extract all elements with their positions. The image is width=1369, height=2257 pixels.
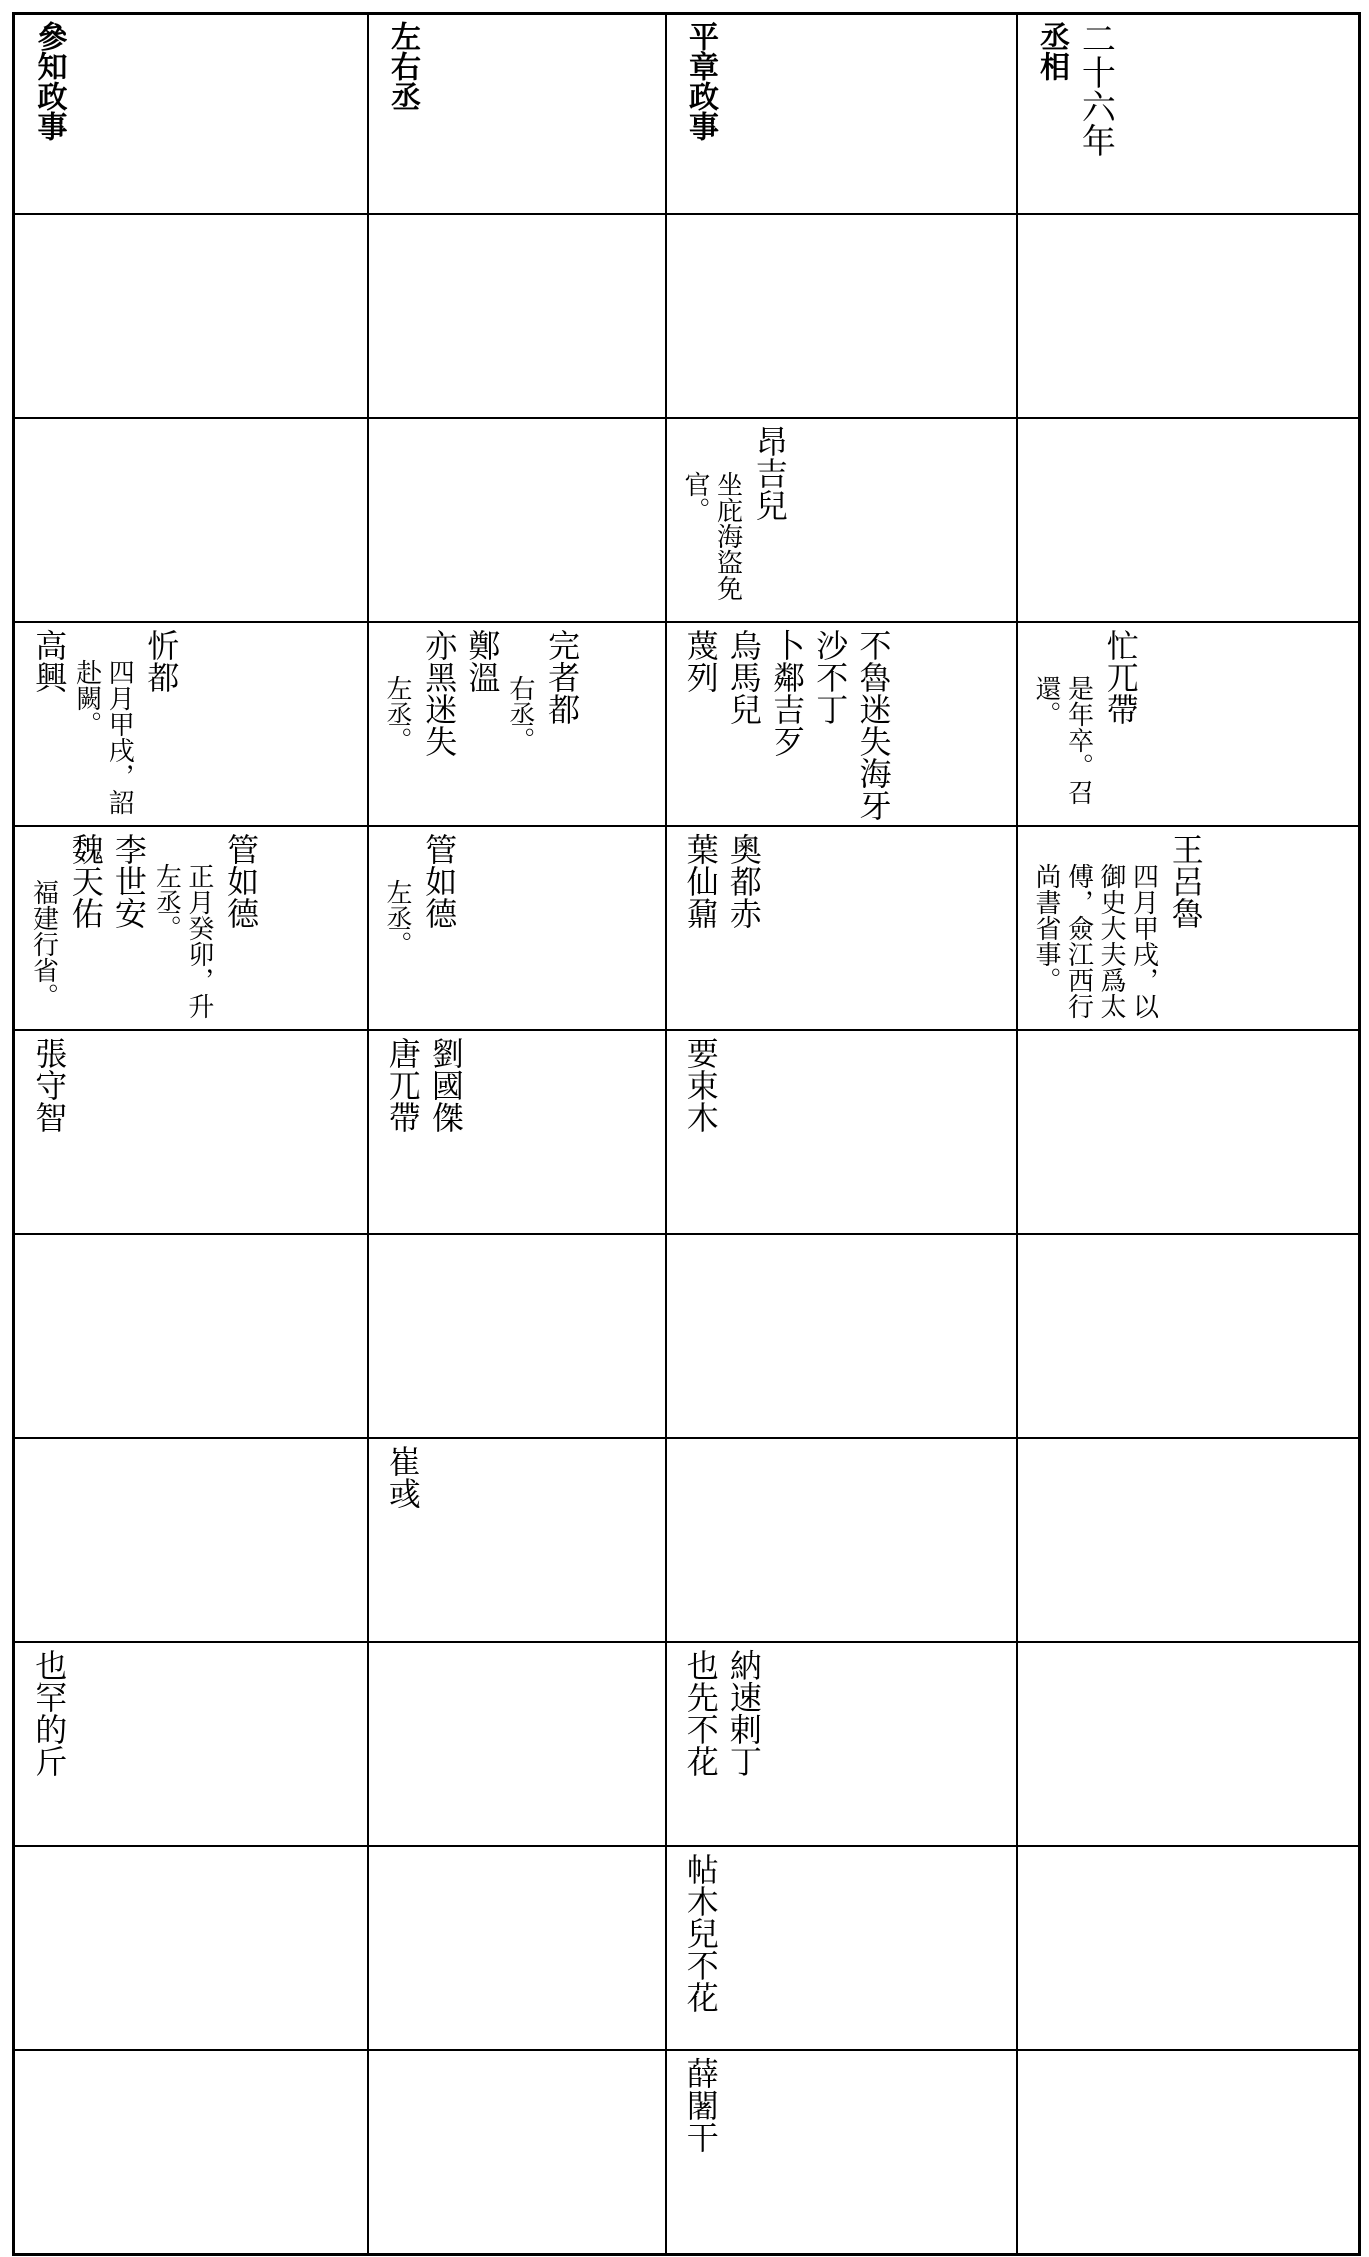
table-row	[14, 418, 1360, 622]
official-note: 左丞。	[382, 675, 412, 753]
official-name: 管如德	[420, 833, 459, 929]
official-name: 納速剌丁	[724, 1649, 763, 1777]
table-cell-canzhi	[14, 622, 368, 826]
table-cell-canzhi	[14, 1642, 368, 1846]
table-cell-canzhi	[14, 2050, 368, 2255]
table-cell-pingzhang	[666, 214, 1017, 418]
table-cell-chancellor	[1017, 826, 1360, 1030]
table-cell-pingzhang	[666, 1438, 1017, 1642]
official-note: 福建行省。	[28, 879, 59, 1009]
table-row	[14, 1846, 1360, 2050]
table-cell-zuoyoucheng	[368, 418, 666, 622]
table-cell-pingzhang	[666, 1030, 1017, 1234]
official-name: 卜鄰吉歹	[768, 629, 807, 757]
table-cell-zuoyoucheng	[368, 622, 666, 826]
table-cell-canzhi	[14, 214, 368, 418]
official-name: 奧都赤	[724, 833, 763, 929]
table-cell-chancellor	[1017, 418, 1360, 622]
official-note: 是年卒。召還。	[1031, 675, 1094, 805]
table-cell-canzhi	[14, 418, 368, 622]
column-header: 丞相	[1034, 21, 1069, 81]
column-header: 參知政事	[31, 21, 67, 141]
table-cell-zuoyoucheng	[368, 2050, 666, 2255]
year-label: 二十六年	[1075, 21, 1116, 157]
table-cell-zuoyoucheng	[368, 1642, 666, 1846]
table-cell-canzhi	[14, 1234, 368, 1438]
official-name: 劉國傑	[426, 1037, 465, 1133]
table-cell-pingzhang	[666, 622, 1017, 826]
table-cell-zuoyoucheng	[368, 1030, 666, 1234]
table-cell-canzhi	[14, 1030, 368, 1234]
table-cell-pingzhang	[666, 2050, 1017, 2255]
official-name: 昂吉兒	[750, 425, 789, 521]
official-name: 葉仙鼐	[681, 833, 720, 929]
official-name: 要束木	[681, 1037, 720, 1133]
table-cell-zuoyoucheng	[368, 214, 666, 418]
official-name: 不魯迷失海牙	[854, 629, 893, 821]
table-cell-chancellor	[1017, 214, 1360, 418]
official-name: 王呂魯	[1166, 833, 1205, 929]
header-row	[14, 14, 1360, 215]
table-row	[14, 1234, 1360, 1438]
table-cell-chancellor	[1017, 1846, 1360, 2050]
table-cell-chancellor	[1017, 1438, 1360, 1642]
official-name: 烏馬兒	[724, 629, 763, 725]
official-name: 李世安	[109, 833, 148, 929]
table-cell-chancellor	[1017, 1234, 1360, 1438]
official-name: 崔彧	[383, 1445, 422, 1509]
official-name: 高興	[30, 629, 69, 693]
table-cell-pingzhang	[666, 826, 1017, 1030]
table-cell-chancellor	[1017, 1642, 1360, 1846]
table-cell-canzhi	[14, 1846, 368, 2050]
official-name: 也罕的斤	[30, 1649, 69, 1777]
table-cell-pingzhang	[666, 1234, 1017, 1438]
table-row	[14, 2050, 1360, 2255]
official-note: 右丞。	[504, 675, 535, 753]
official-note: 四月甲戌，以御史大夫爲太傅，僉江西行尚書省事。	[1031, 863, 1159, 1019]
table-cell-pingzhang	[666, 1846, 1017, 2050]
official-name: 唐兀帶	[383, 1037, 422, 1133]
table-cell-canzhi	[14, 826, 368, 1030]
table-cell-zuoyoucheng	[368, 1846, 666, 2050]
table-cell-zuoyoucheng	[368, 1234, 666, 1438]
table-cell-canzhi	[14, 1438, 368, 1642]
official-name: 蔑列	[681, 629, 720, 693]
table-cell-zuoyoucheng	[368, 826, 666, 1030]
official-note: 四月甲戌，詔赴闕。	[71, 659, 135, 815]
column-header: 左右丞	[385, 21, 420, 111]
table-row	[14, 826, 1360, 1030]
header-cell-canzhi	[14, 14, 368, 215]
official-name: 也先不花	[681, 1649, 720, 1777]
table-cell-chancellor	[1017, 1030, 1360, 1234]
official-name: 帖木兒不花	[681, 1853, 720, 2013]
official-name: 張守智	[30, 1037, 69, 1133]
header-cell-chancellor	[1017, 14, 1360, 215]
header-cell-pingzhang	[666, 14, 1017, 215]
official-name: 亦黑迷失	[420, 629, 459, 757]
official-note: 坐庇海盜免官。	[680, 471, 743, 601]
official-name: 完者都	[543, 629, 582, 725]
official-note: 左丞。	[382, 879, 412, 957]
official-name: 沙不丁	[811, 629, 850, 725]
table-cell-chancellor	[1017, 2050, 1360, 2255]
official-name: 管如德	[222, 833, 261, 929]
header-cell-zuoyoucheng	[368, 14, 666, 215]
table-cell-chancellor	[1017, 622, 1360, 826]
official-name: 鄭溫	[463, 629, 502, 693]
official-note: 正月癸卯，升左丞。	[151, 863, 214, 1019]
column-header: 平章政事	[683, 21, 718, 141]
official-name: 忻都	[142, 629, 181, 693]
official-name: 薛闍干	[681, 2057, 720, 2153]
table-row	[14, 1642, 1360, 1846]
table-cell-pingzhang	[666, 1642, 1017, 1846]
official-table	[12, 12, 1361, 2256]
table-row	[14, 622, 1360, 826]
table-row	[14, 1438, 1360, 1642]
official-name: 忙兀帶	[1101, 629, 1140, 725]
table-row	[14, 1030, 1360, 1234]
official-name: 魏天佑	[66, 833, 105, 929]
table-cell-pingzhang	[666, 418, 1017, 622]
table-row	[14, 214, 1360, 418]
table-cell-zuoyoucheng	[368, 1438, 666, 1642]
